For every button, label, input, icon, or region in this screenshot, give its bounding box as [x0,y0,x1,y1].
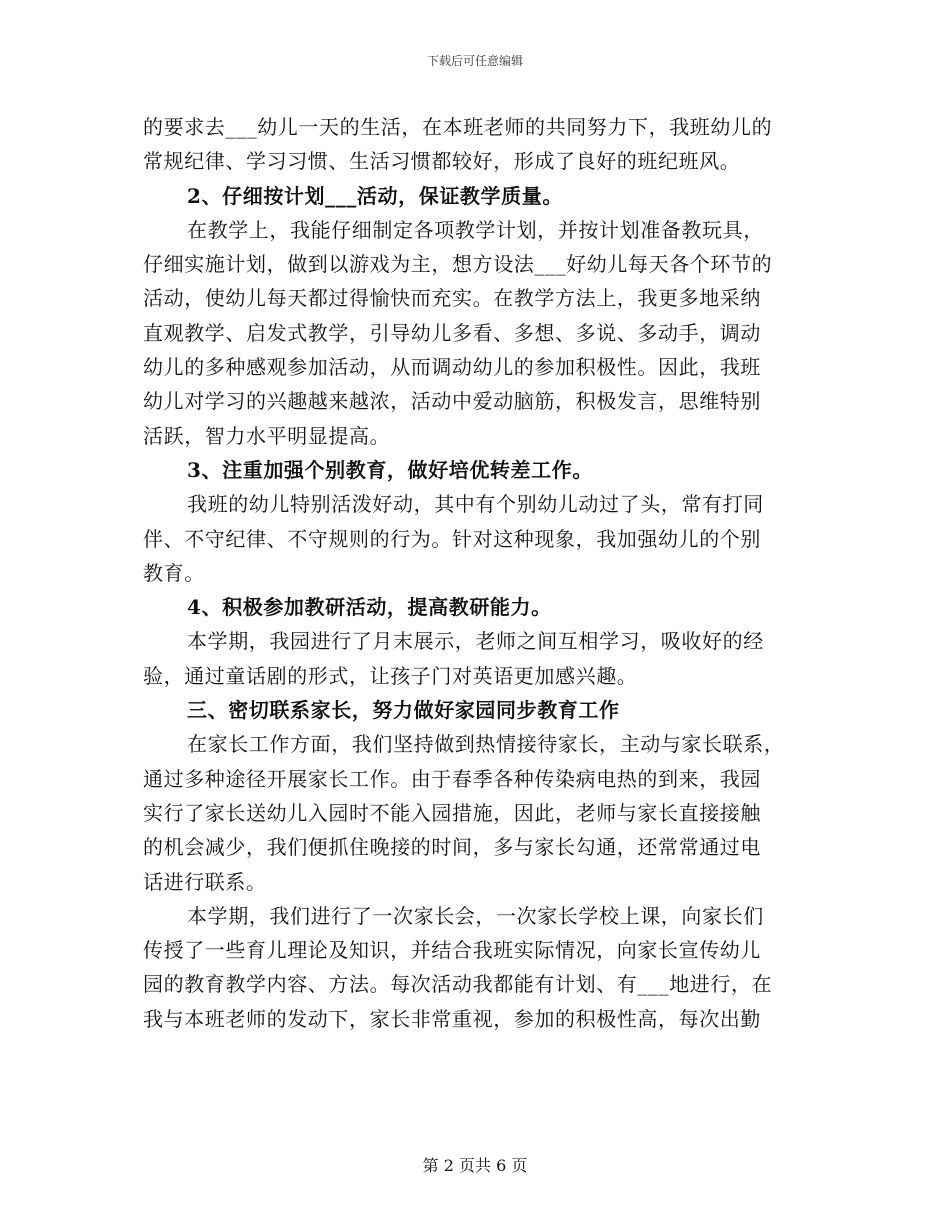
body-text-line: 的机会减少，我们便抓住晚接的时间，多与家长勾通，还常常通过电 [143,835,761,860]
body-text-line: 教育。 [143,560,205,585]
body-text-line: 直观教学、启发式教学，引导幼儿多看、多想、多说、多动手，调动 [143,320,761,345]
section-heading: 2、仔细按计划___活动，保证教学质量。 [187,183,563,208]
section-heading: 3、注重加强个别教育，做好培优转差工作。 [187,457,593,482]
document-body [143,110,811,1036]
body-text-line: 园的教育教学内容、方法。每次活动我都能有计划、有___地进行，在 [143,972,773,997]
body-text-line: 的要求去___幼儿一天的生活，在本班老师的共同努力下，我班幼儿的 [143,115,773,139]
body-text-line: 验，通过童话剧的形式，让孩子门对英语更加感兴趣。 [143,663,638,688]
body-text-line: 本学期，我们进行了一次家长会，一次家长学校上课，向家长们 [187,903,764,928]
body-text-line: 在家长工作方面，我们坚持做到热情接待家长，主动与家长联系， [187,732,785,757]
section-heading: 三、密切联系家长，努力做好家园同步教育工作 [187,698,620,723]
page-header: 下载后可任意编辑 [426,54,523,68]
section-heading: 4、积极参加教研活动，提高教研能力。 [187,595,552,620]
body-text-line: 在教学上，我能仔细制定各项教学计划，并按计划准备教玩具， [187,217,764,242]
page-footer: 第 2 页共 6 页 [422,1156,528,1175]
body-text-line: 活动，使幼儿每天都过得愉快而充实。在教学方法上，我更多地采纳 [143,286,761,311]
body-text-line: 实行了家长送幼儿入园时不能入园措施，因此，老师与家长直接接触 [143,800,761,825]
body-text-line: 伴、不守纪律、不守规则的行为。针对这种现象，我加强幼儿的个别 [143,526,761,551]
body-text-line: 我班的幼儿特别活泼好动，其中有个别幼儿动过了头，常有打同 [187,492,764,517]
body-text-line: 通过多种途径开展家长工作。由于春季各种传染病电热的到来，我园 [143,766,761,791]
body-text-line: 幼儿对学习的兴趣越来越浓，活动中爱动脑筋，积极发言，思维特别 [143,389,761,414]
body-text-line: 幼儿的多种感观参加活动，从而调动幼儿的参加积极性。因此，我班 [143,355,761,380]
body-text-line: 活跃，智力水平明显提高。 [143,423,391,448]
body-text-line: 传授了一些育儿理论及知识，并结合我班实际情况，向家长宣传幼儿 [143,938,761,963]
body-text-line: 我与本班老师的发动下，家长非常重视，参加的积极性高，每次出勤 [143,1006,761,1031]
body-text-line: 常规纪律、学习习惯、生活习惯都较好，形成了良好的班纪班风。 [143,149,741,174]
body-text-line: 话进行联系。 [143,869,267,894]
body-text-line: 本学期，我园进行了月末展示，老师之间互相学习，吸收好的经 [187,629,764,654]
body-text-line: 仔细实施计划，做到以游戏为主，想方设法___好幼儿每天各个环节的 [143,252,773,277]
